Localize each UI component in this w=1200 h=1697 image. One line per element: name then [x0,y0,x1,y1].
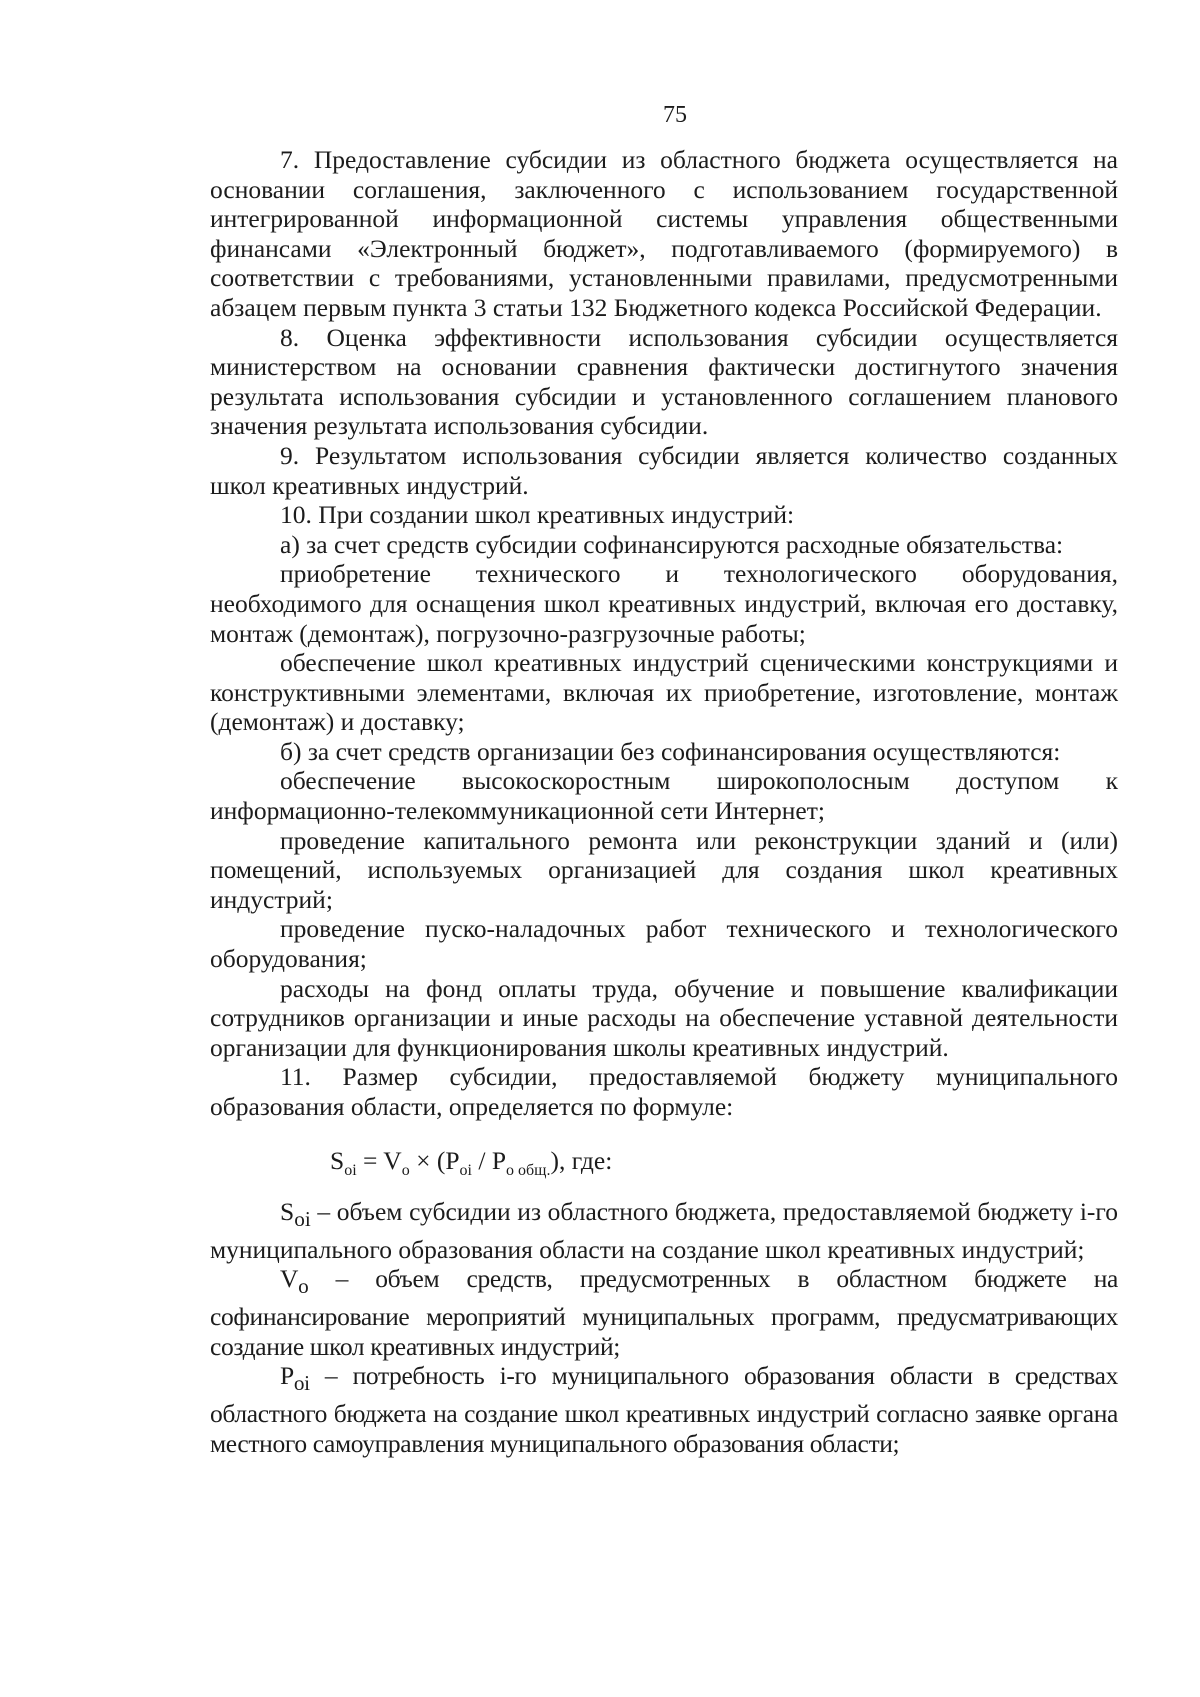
paragraph-10a-item-1: приобретение технического и технологического оборудования, необходимого для оснащения школ креативных индустрий, включая его доставку, монтаж (демонтаж), погрузочно-разгрузочные работы; [210,559,1118,648]
formula-p-sub: oi [459,1161,472,1179]
paragraph-10b-item-1: обеспечение высокоскоростным широкополосным доступом к информационно-телекоммуникационной сети Интернет; [210,766,1118,826]
page-number: 75 [663,102,687,128]
paragraph-10b: б) за счет средств организации без софинансирования осуществляются: [280,736,1061,766]
definition-v-symbol: V [280,1264,299,1294]
definition-s [210,1197,1118,1264]
definition-s-sub: oi [294,1207,311,1232]
paragraph-10b-item-2: проведение капитального ремонта или реконструкции зданий и (или) помещений, используемых организацией для создания школ креативных индустрий; [210,825,1118,914]
formula-tail: ), где: [550,1145,613,1175]
formula-s: S [330,1145,345,1175]
formula-s-sub: oi [344,1161,357,1179]
paragraph-10b-item-3: проведение пуско-наладочных работ технического и технологического оборудования; [210,914,1118,974]
definition-p-sub: oi [293,1371,310,1396]
document-body [210,145,1118,1458]
formula-slash-p: / P [472,1145,507,1175]
definition-v-sub: o [298,1274,309,1299]
formula-eq-v: = V [356,1145,402,1175]
definition-v-text: – объем средств, предусмотренных в областном бюджете на софинансирование мероприятий муниципальных программ, предусматривающих создание школ креативных индустрий; [210,1264,1118,1361]
formula-times-p: × (P [409,1145,460,1175]
definition-p-symbol: P [280,1361,294,1391]
formula-v-sub: o [401,1161,410,1179]
paragraph-11: 11. Размер субсидии, предоставляемой бюджету муниципального образования области, определяется по формуле: [210,1062,1118,1121]
paragraph-7: 7. Предоставление субсидии из областного бюджета осуществляется на основании соглашения, заключенного с использованием государственной интегрированной информационной системы управления общественными финансами «Электронный бюджет», подготавливаемого (формируемого) в соответствии с требованиями, установленными правилами, предусмотренными абзацем первым пункта 3 статьи 132 Бюджетного кодекса Российской Федерации. [210,145,1118,322]
formula-p-total-sub: o общ. [506,1161,551,1179]
paragraph-10a: а) за счет средств субсидии софинансируются расходные обязательства: [280,529,1064,559]
definition-v [210,1264,1118,1361]
definition-s-text: – объем субсидии из областного бюджета, предоставляемой бюджету i-го муниципального образования области на создание школ креативных индустрий; [210,1197,1118,1264]
subsidy-formula [210,1145,1118,1179]
definition-p [210,1361,1118,1458]
definition-p-text: – потребность i-го муниципального образования области в средствах областного бюджета на создание школ креативных индустрий согласно заявке органа местного самоуправления муниципального образования области; [210,1361,1118,1458]
paragraph-10: 10. При создании школ креативных индустрий: [280,500,795,530]
paragraph-8: 8. Оценка эффективности использования субсидии осуществляется министерством на основании сравнения фактически достигнутого значения результата использования субсидии и установленного соглашением планового значения результата использования субсидии. [210,322,1118,441]
definition-s-symbol: S [280,1197,295,1227]
paragraph-10a-item-2: обеспечение школ креативных индустрий сценическими конструкциями и конструктивными элементами, включая их приобретение, изготовление, монтаж (демонтаж) и доставку; [210,648,1118,737]
paragraph-10b-item-4: расходы на фонд оплаты труда, обучение и повышение квалификации сотрудников организации и иные расходы на обеспечение уставной деятельности организации для функционирования школы креативных индустрий. [210,973,1118,1062]
paragraph-9: 9. Результатом использования субсидии является количество созданных школ креативных индустрий. [210,440,1118,500]
